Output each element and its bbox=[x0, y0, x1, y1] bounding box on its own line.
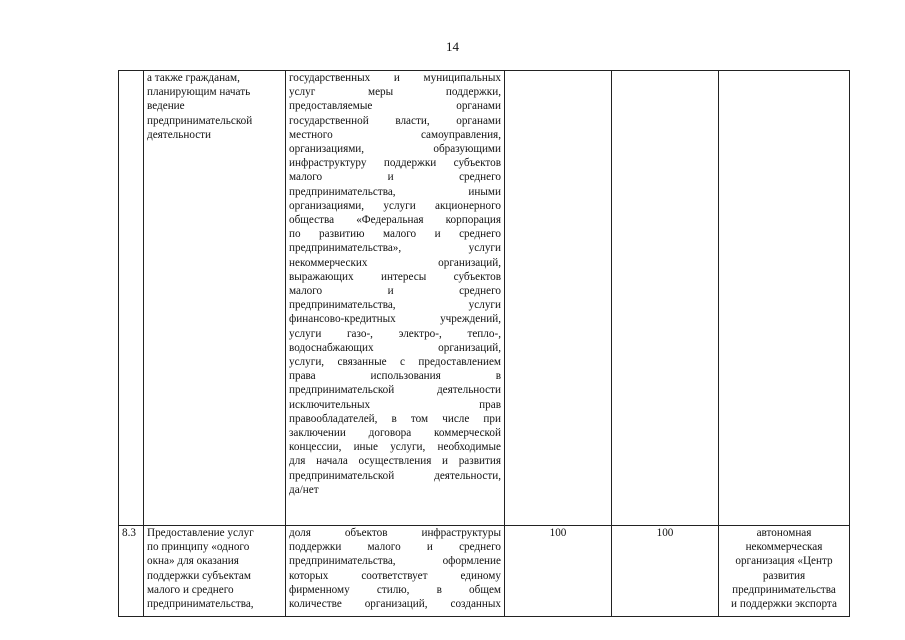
text-line: организациями, услуги акционерного bbox=[289, 199, 501, 212]
text-line: местного самоуправления, bbox=[289, 128, 501, 141]
text-line: развития bbox=[762, 569, 806, 582]
text-line: заключении договора коммерческой bbox=[289, 427, 501, 440]
text-line: инфраструктуру поддержки субъектов bbox=[289, 157, 501, 170]
text-line: предпринимательства bbox=[732, 583, 836, 596]
text-line: поддержки малого и среднего bbox=[289, 541, 501, 554]
text-line: предпринимательства, иными bbox=[289, 185, 501, 198]
text-line: предпринимательства», услуги bbox=[289, 242, 501, 255]
text-line: по принципу «одного bbox=[147, 541, 250, 554]
text-line: предпринимательства, услуги bbox=[289, 299, 501, 312]
text-line: автономная bbox=[756, 527, 812, 539]
row-number-cell: 8.3 bbox=[119, 526, 144, 617]
table-row bbox=[119, 71, 850, 526]
text-line: по развитию малого и среднего bbox=[289, 228, 501, 241]
text-line: организация «Центр bbox=[735, 555, 833, 568]
value-2024-cell: 100 bbox=[612, 526, 719, 617]
text-line: услуги, связанные с предоставлением bbox=[289, 356, 501, 369]
text-line: организациями, образующими bbox=[289, 143, 501, 156]
responsible-cell bbox=[719, 526, 850, 617]
text-line: общества «Федеральная корпорация bbox=[289, 214, 501, 227]
value-2024-cell bbox=[612, 71, 719, 526]
text-line: предпринимательской деятельности bbox=[289, 384, 501, 397]
text-line: доля объектов инфраструктуры bbox=[289, 527, 501, 539]
text-line: предоставляемые органами bbox=[289, 100, 501, 113]
indicator-cell bbox=[286, 71, 505, 526]
text-line: водоснабжающих организаций, bbox=[289, 341, 501, 354]
text-line: Предоставление услуг bbox=[147, 527, 254, 539]
text-line: предпринимательства, оформление bbox=[289, 555, 501, 568]
text-line: поддержки субъектам bbox=[147, 569, 251, 582]
text-line: количестве организаций, созданных bbox=[289, 598, 501, 611]
text-line: деятельности bbox=[147, 128, 212, 141]
text-line: предпринимательской деятельности, bbox=[289, 469, 501, 482]
program-table bbox=[118, 70, 850, 617]
text-line: ведение bbox=[147, 100, 185, 113]
text-line: которых соответствует единому bbox=[289, 569, 501, 582]
activity-name-cell bbox=[144, 71, 286, 526]
text-line: предпринимательства, bbox=[147, 598, 254, 611]
text-line: малого и среднего bbox=[147, 583, 234, 596]
text-line: некоммерческих организаций, bbox=[289, 256, 501, 269]
text-line: финансово-кредитных учреждений, bbox=[289, 313, 501, 326]
text-line: исключительных прав bbox=[289, 398, 501, 411]
text-line: государственных и муниципальных bbox=[289, 72, 501, 84]
page-number: 14 bbox=[446, 39, 459, 54]
text-line: окна» для оказания bbox=[147, 555, 239, 568]
text-line: предпринимательской bbox=[147, 114, 253, 127]
responsible-cell bbox=[719, 71, 850, 526]
text-line: для начала осуществления и развития bbox=[289, 455, 501, 468]
text-line: выражающих интересы субъектов bbox=[289, 270, 501, 283]
text-line: услуг меры поддержки, bbox=[289, 86, 501, 99]
text-line: услуги газо-, электро-, тепло-, bbox=[289, 327, 501, 340]
activity-name-cell bbox=[144, 526, 286, 617]
text-line: концессии, иные услуги, необходимые bbox=[289, 441, 501, 454]
indicator-cell bbox=[286, 526, 505, 617]
text-line: права использования в bbox=[289, 370, 501, 383]
value-2023-cell: 100 bbox=[505, 526, 612, 617]
text-line: малого и среднего bbox=[289, 171, 501, 184]
text-line: правообладателей, в том числе при bbox=[289, 412, 501, 425]
text-line: да/нет bbox=[289, 483, 319, 496]
text-line: некоммерческая bbox=[745, 541, 823, 554]
value-2023-cell bbox=[505, 71, 612, 526]
row-number-cell bbox=[119, 71, 144, 526]
text-line: государственной власти, органами bbox=[289, 114, 501, 127]
text-line: планирующим начать bbox=[147, 86, 251, 99]
text-line: и поддержки экспорта bbox=[731, 598, 837, 611]
text-line: малого и среднего bbox=[289, 285, 501, 298]
text-line: фирменному стилю, в общем bbox=[289, 583, 501, 596]
table-row bbox=[119, 526, 850, 617]
text-line: а также гражданам, bbox=[147, 72, 240, 84]
